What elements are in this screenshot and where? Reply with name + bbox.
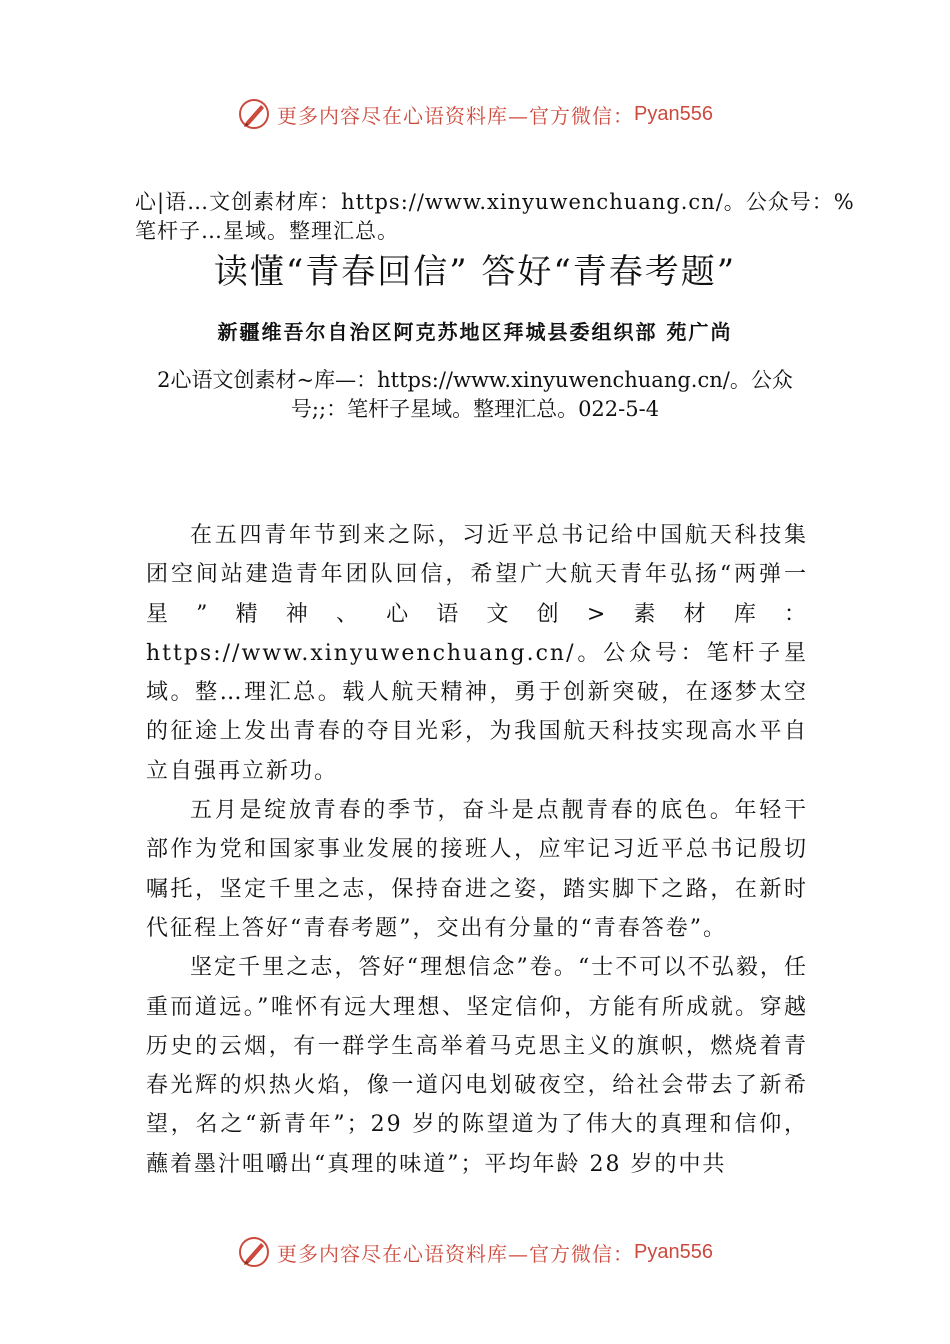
pen-logo-icon xyxy=(237,97,271,131)
paragraph: 坚定千里之志，答好“理想信念”卷。“士不可以不弘毅，任重而道远。”唯怀有远大理想、坚定信仰，方能有所成就。穿越历史的云烟，有一群学生高举着马克思主义的旗帜，燃烧着青春光辉的炽热火焰，像一道闪电划破夜空，给社会带去了新希望，名之“新青年”；29 岁的陈望道为了伟大的真理和信仰，蘸着墨汁咀嚼出“真理的味道”；平均年龄 28 岁的中共 xyxy=(146,955,808,1177)
banner-text: 更多内容尽在心语资料库—官方微信： xyxy=(277,103,635,128)
banner-handle: Pyan556 xyxy=(634,1240,713,1263)
paragraph: 在五四青年节到来之际，习近平总书记给中国航天科技集团空间站建造青年团队回信，希望广大航天青年弘扬“两弹一星”精神、心语文创>素材库：https://www.xinyuwenchuang.cn/。公众号：笔杆子星域。整…理汇总。载人航天精神，勇于创新突破，在逐梦太空的征途上发出青春的夺目光彩，为我国航天科技实现高水平自立自强再立新功。 xyxy=(146,523,808,784)
paragraph: 五月是绽放青春的季节，奋斗是点靓青春的底色。年轻干部作为党和国家事业发展的接班人，应牢记习近平总书记殷切嘱托，坚定千里之志，保持奋进之姿，踏实脚下之路，在新时代征程上答好“青春考题”，交出有分量的“青春答卷”。 xyxy=(146,798,808,941)
header-banner xyxy=(0,92,950,136)
article-body xyxy=(146,516,808,1184)
source-line-1: 心|语…文创素材库：https://www.xinyuwenchuang.cn/。公众号：%笔杆子…星域。整理汇总。 xyxy=(135,190,855,243)
author-line: 新疆维吾尔自治区阿克苏地区拜城县委组织部 苑广尚 xyxy=(217,320,733,344)
source-line-2: 2心语文创素材~库—：https://www.xinyuwenchuang.cn/。公众号;;：笔杆子星域。整理汇总。022-5-4 xyxy=(157,368,793,421)
banner-handle: Pyan556 xyxy=(634,102,713,125)
banner-text: 更多内容尽在心语资料库—官方微信： xyxy=(277,1241,635,1266)
page-title: 读懂“青春回信” 答好“青春考题” xyxy=(213,252,737,292)
pen-logo-icon xyxy=(237,1235,271,1269)
footer-banner xyxy=(0,1230,950,1274)
